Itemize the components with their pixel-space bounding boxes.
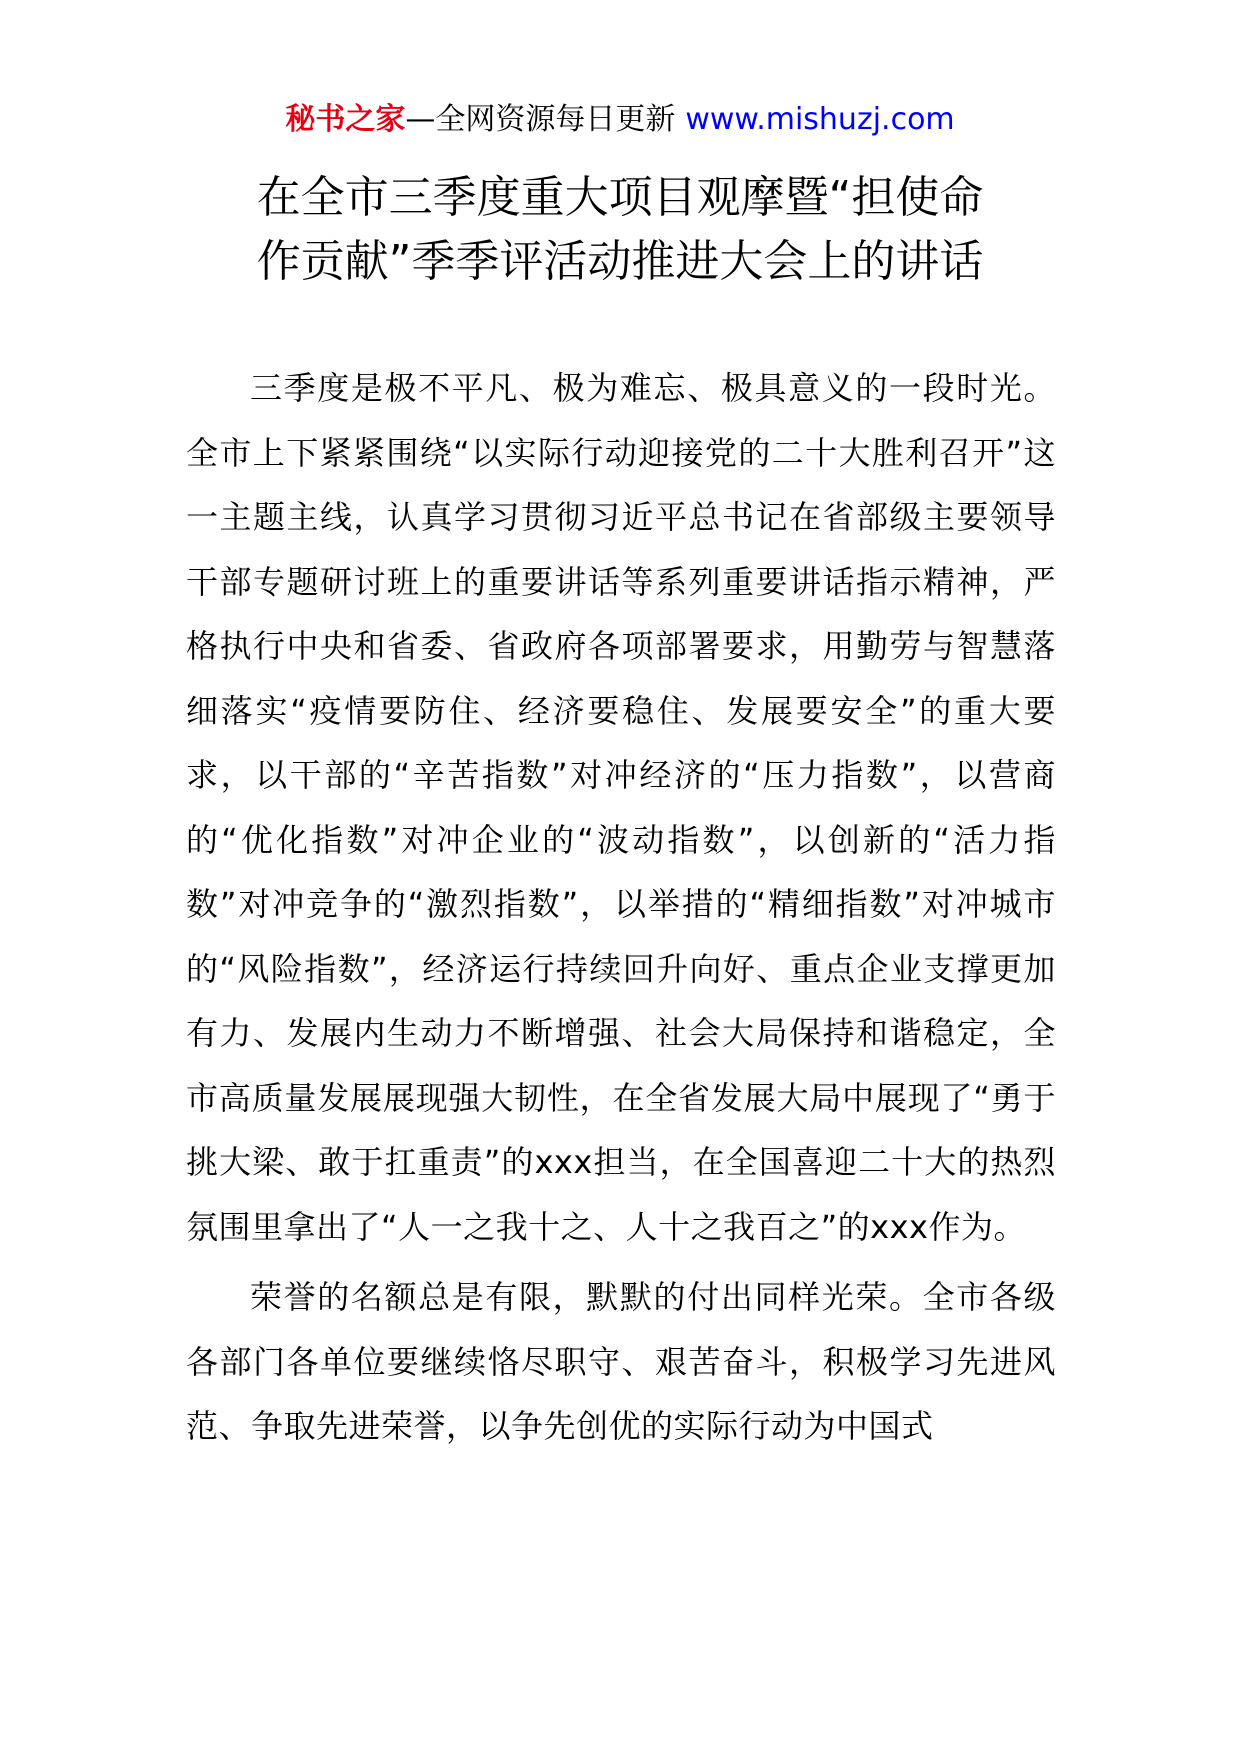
site-url-link[interactable]: www.mishuzj.com (685, 102, 955, 137)
document-title-line-1: 在全市三季度重大项目观摩暨“担使命 (256, 172, 984, 223)
document-body (186, 356, 1056, 1465)
site-brand: 秘书之家 (285, 102, 406, 137)
site-header-banner (0, 98, 1240, 142)
site-tagline: —全网资源每日更新 (405, 102, 676, 137)
document-title (150, 166, 1090, 294)
body-paragraph-2: 荣誉的名额总是有限，默默的付出同样光荣。全市各级各部门各单位要继续恪尽职守、艰苦奋斗，积极学习先进风范、争取先进荣誉，以争先创优的实际行动为中国式 (186, 1278, 1056, 1445)
body-paragraph-1: 三季度是极不平凡、极为难忘、极具意义的一段时光。全市上下紧紧围绕“以实际行动迎接党的二十大胜利召开”这一主题主线，认真学习贯彻习近平总书记在省部级主要领导干部专题研讨班上的重要讲话等系列重要讲话指示精神，严格执行中央和省委、省政府各项部署要求，用勤劳与智慧落细落实“疫情要防住、经济要稳住、发展要安全”的重大要求，以干部的“辛苦指数”对冲经济的“压力指数”，以营商的“优化指数”对冲企业的“波动指数”，以创新的“活力指数”对冲竞争的“激烈指数”，以举措的“精细指数”对冲城市的“风险指数”，经济运行持续回升向好、重点企业支撑更加有力、发展内生动力不断增强、社会大局保持和谐稳定，全市高质量发展展现强大韧性，在全省发展大局中展现了“勇于挑大梁、敢于扛重责”的xxx担当，在全国喜迎二十大的热烈氛围里拿出了“人一之我十之、人十之我百之”的xxx作为。 (186, 369, 1056, 1246)
document-title-line-2: 作贡献”季季评活动推进大会上的讲话 (256, 236, 984, 287)
